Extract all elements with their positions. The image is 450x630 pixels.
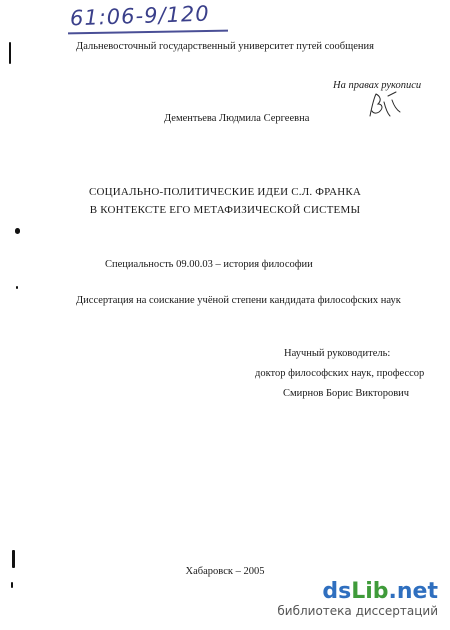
title-line-2: В КОНТЕКСТЕ ЕГО МЕТАФИЗИЧЕСКОЙ СИСТЕМЫ (89, 204, 361, 216)
signature-mark (364, 88, 404, 120)
title-line-1: СОЦИАЛЬНО-ПОЛИТИЧЕСКИЕ ИДЕИ С.Л. ФРАНКА (88, 186, 362, 198)
watermark-logo-ds: ds (322, 579, 352, 604)
watermark-logo-lib: Lib (351, 579, 389, 604)
watermark-logo (277, 580, 438, 604)
scan-speck (15, 228, 20, 234)
city-year: Хабаровск – 2005 (185, 566, 265, 577)
scan-speck (11, 582, 13, 588)
author-name: Дементьева Людмила Сергеевна (164, 113, 310, 124)
scan-speck (12, 550, 15, 568)
watermark-logo-net: .net (388, 579, 438, 604)
scan-speck (9, 42, 11, 64)
handwritten-catalog-code: 61:06-9/120 (69, 1, 211, 31)
watermark-tagline: библиотека диссертаций (277, 604, 438, 618)
degree-statement: Диссертация на соискание учёной степени кандидата философских наук (76, 295, 401, 306)
supervisor-label: Научный руководитель: (284, 348, 391, 359)
rights-note: На правах рукописи (333, 80, 422, 91)
watermark (277, 580, 438, 618)
scan-speck (16, 286, 18, 289)
supervisor-name: Смирнов Борис Викторович (283, 388, 410, 399)
supervisor-rank: доктор философских наук, профессор (255, 368, 425, 379)
specialty: Специальность 09.00.03 – история философии (105, 259, 313, 270)
handwritten-underline (68, 30, 228, 34)
university-name: Дальневосточный государственный университет путей сообщения (76, 41, 374, 52)
